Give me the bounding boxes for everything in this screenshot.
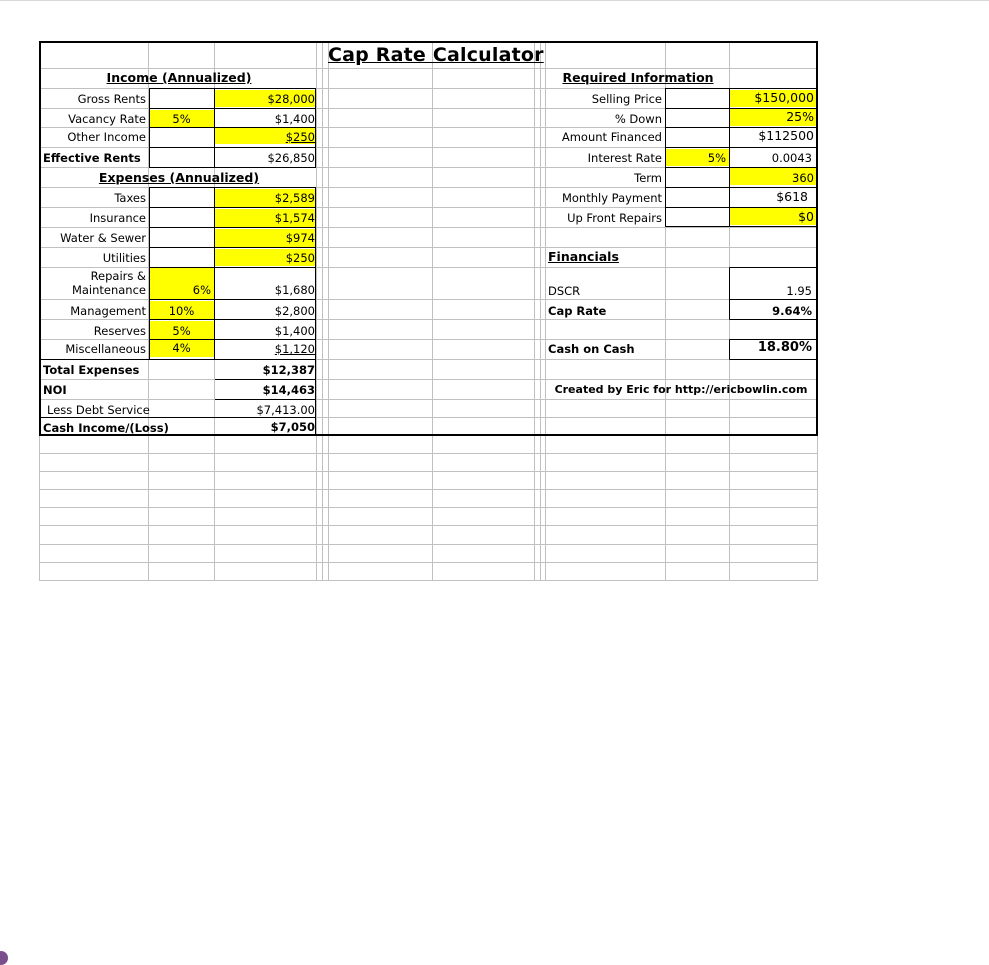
- reserves-label: Reserves: [93, 324, 146, 338]
- page-title: Cap Rate Calculator: [328, 44, 544, 66]
- up-front-repairs-label: Up Front Repairs: [567, 211, 662, 225]
- expenses-header: Expenses (Annualized): [98, 170, 260, 185]
- window-corner-accent: [0, 951, 8, 965]
- effective-rents-value: $26,850: [267, 151, 315, 165]
- reserves-pct[interactable]: 5%: [172, 324, 191, 338]
- vacancy-rate-pct[interactable]: 5%: [172, 112, 191, 126]
- cash-on-cash-label: Cash on Cash: [548, 342, 635, 356]
- vacancy-rate-value: $1,400: [274, 112, 315, 126]
- selling-price-value[interactable]: $150,000: [754, 90, 814, 105]
- management-label: Management: [70, 304, 146, 318]
- noi-value: $14,463: [262, 383, 315, 397]
- dscr-label: DSCR: [548, 284, 581, 298]
- miscellaneous-pct[interactable]: 4%: [172, 341, 191, 355]
- taxes-label: Taxes: [114, 191, 146, 205]
- cap-rate-value: 9.64%: [772, 304, 812, 318]
- taxes-value[interactable]: $2,589: [274, 191, 315, 205]
- monthly-payment-value: $618: [776, 189, 808, 204]
- total-expenses-label: Total Expenses: [43, 363, 140, 377]
- amount-financed-value: $112500: [758, 128, 814, 143]
- interest-rate-label: Interest Rate: [587, 151, 662, 165]
- pct-down-value[interactable]: 25%: [786, 109, 814, 124]
- vacancy-rate-label: Vacancy Rate: [68, 112, 146, 126]
- water-sewer-value[interactable]: $974: [285, 231, 315, 245]
- term-label: Term: [634, 171, 662, 185]
- repairs-label-line2: Maintenance: [71, 283, 146, 297]
- utilities-label: Utilities: [102, 251, 146, 265]
- pct-down-label: % Down: [614, 112, 662, 126]
- other-income-value[interactable]: $250: [285, 130, 315, 144]
- water-sewer-label: Water & Sewer: [60, 231, 146, 245]
- up-front-repairs-value[interactable]: $0: [798, 209, 814, 224]
- repairs-value: $1,680: [274, 283, 315, 297]
- income-header: Income (Annualized): [106, 70, 252, 85]
- dscr-value: 1.95: [786, 284, 812, 298]
- interest-rate-value: 0.0043: [771, 151, 812, 165]
- total-expenses-value: $12,387: [262, 363, 315, 377]
- miscellaneous-value: $1,120: [274, 342, 315, 356]
- window-top-edge: [0, 0, 989, 1]
- term-value[interactable]: 360: [792, 171, 814, 185]
- insurance-label: Insurance: [89, 211, 146, 225]
- cash-on-cash-value: 18.80%: [757, 340, 812, 355]
- interest-rate-pct[interactable]: 5%: [707, 151, 726, 165]
- insurance-value[interactable]: $1,574: [274, 211, 315, 225]
- management-value: $2,800: [274, 304, 315, 318]
- management-pct[interactable]: 10%: [168, 304, 195, 318]
- miscellaneous-label: Miscellaneous: [65, 342, 146, 356]
- monthly-payment-label: Monthly Payment: [561, 191, 662, 205]
- spreadsheet: [39, 41, 818, 581]
- gross-rents-label: Gross Rents: [77, 92, 146, 106]
- noi-label: NOI: [43, 383, 67, 397]
- effective-rents-label: Effective Rents: [43, 151, 141, 165]
- selling-price-label: Selling Price: [591, 92, 662, 106]
- utilities-value[interactable]: $250: [285, 251, 315, 265]
- cash-income-value: $7,050: [270, 420, 315, 434]
- amount-financed-label: Amount Financed: [561, 130, 662, 144]
- credit-text: Created by Eric for http://ericbowlin.com: [554, 383, 808, 396]
- gross-rents-value[interactable]: $28,000: [267, 92, 315, 106]
- reserves-value: $1,400: [274, 324, 315, 338]
- other-income-label: Other Income: [67, 130, 146, 144]
- financials-header: Financials: [548, 249, 619, 264]
- debt-service-value: $7,413.00: [256, 403, 315, 417]
- repairs-label-line1: Repairs &: [90, 269, 146, 283]
- repairs-pct[interactable]: 6%: [192, 283, 211, 297]
- cash-income-label: Cash Income/(Loss): [43, 421, 169, 435]
- debt-service-label: Less Debt Service: [47, 403, 150, 417]
- required-header: Required Information: [562, 70, 714, 85]
- cap-rate-label: Cap Rate: [548, 304, 607, 318]
